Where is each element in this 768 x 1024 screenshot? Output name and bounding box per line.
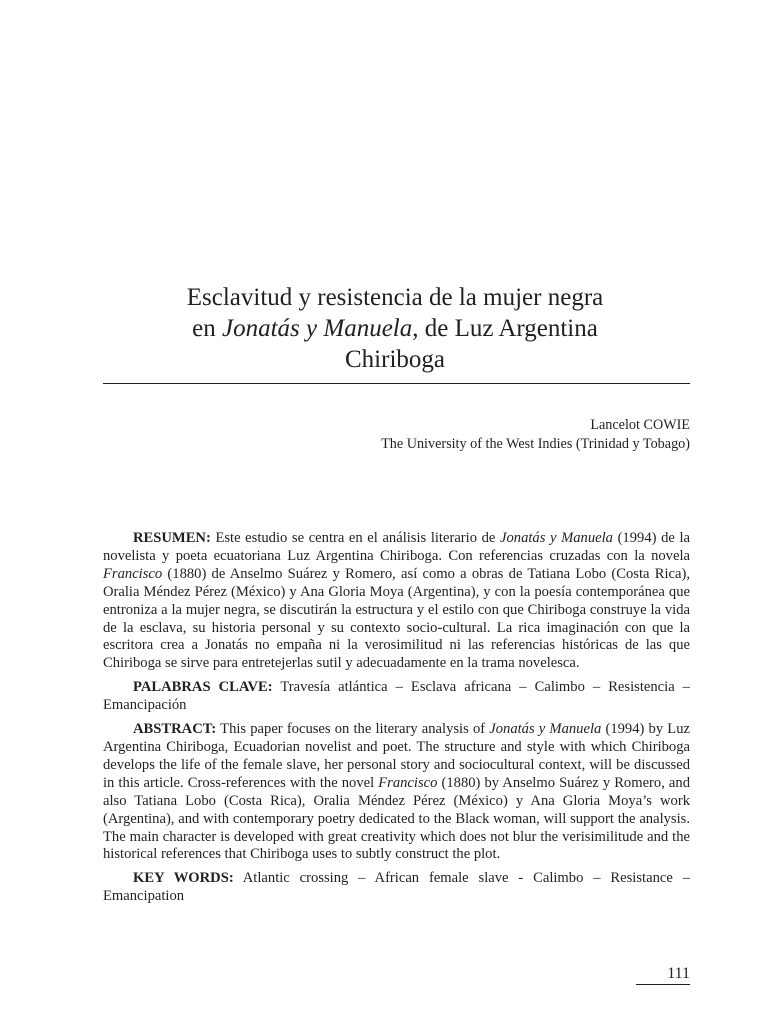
abstract-section bbox=[103, 530, 690, 912]
title-novel-name: Jonatás y Manuela bbox=[222, 315, 413, 342]
resumen-label: RESUMEN: bbox=[133, 530, 211, 546]
title-line-1: Esclavitud y resistencia de la mujer negra bbox=[186, 284, 604, 311]
author-name: Lancelot COWIE bbox=[590, 417, 690, 433]
palabras-clave-label: PALABRAS CLAVE: bbox=[133, 679, 273, 696]
palabras-clave-paragraph: PALABRAS CLAVE: Travesía atlántica – Esclava africana – Calimbo – Resistencia – Emancipación bbox=[103, 679, 690, 714]
page-number: 111 bbox=[636, 964, 690, 985]
abstract-label: ABSTRACT: bbox=[133, 721, 217, 738]
article-title bbox=[100, 282, 690, 375]
abstract-paragraph: ABSTRACT: This paper focuses on the literary analysis of Jonatás y Manuela (1994) by Luz Argentina Chiriboga, Ecuadorian novelist and poet. The structure and style with which Chiriboga develops the life of the female slave, her personal story and sociocultural context, will be discussed in this article. Cross-references with the novel Francisco (1880) by Anselmo Suárez y Romero, and also Tatiana Lobo (Costa Rica), Oralia Méndez Pérez (México) y Ana Gloria Moya’s work (Argentina), and with contemporary poetry dedicated to the Black woman, will support the analysis. The main character is developed with great creativity which does not blur the verisimilitude and the historical references that Chiriboga uses to subtly construct the plot. bbox=[103, 721, 690, 863]
author-block bbox=[381, 416, 690, 454]
resumen-paragraph: RESUMEN: Este estudio se centra en el análisis literario de Jonatás y Manuela (1994) de la novelista y poeta ecuatoriana Luz Argentina Chiriboga. Con referencias cruzadas con la novela Francisco (1880) de Anselmo Suárez y Romero, así como a obras de Tatiana Lobo (Costa Rica), Oralia Méndez Pérez (México) y Ana Gloria Moya (Argentina), y con la poesía contemporánea que entroniza a la mujer negra, se discutirán la estructura y el estilo con que Chiriboga construye la vida de la esclava, su historia personal y su contexto socio-cultural. La rica imaginación con que la escritora crea a Jonatás no empaña ni la verosimilitud ni las referencias históricas de las que Chiriboga se sirve para entretejerlas sutil y adecuadamente en la trama novelesca. bbox=[103, 530, 690, 672]
title-line-2: en Jonatás y Manuela, de Luz Argentina bbox=[192, 315, 598, 342]
author-affiliation: The University of the West Indies (Trinidad y Tobago) bbox=[381, 436, 690, 452]
keywords-paragraph: KEY WORDS: Atlantic crossing – African female slave - Calimbo – Resistance – Emancipation bbox=[103, 870, 690, 905]
title-divider bbox=[103, 383, 690, 384]
title-line-3: Chiriboga bbox=[345, 346, 445, 373]
keywords-label: KEY WORDS: bbox=[133, 870, 234, 887]
